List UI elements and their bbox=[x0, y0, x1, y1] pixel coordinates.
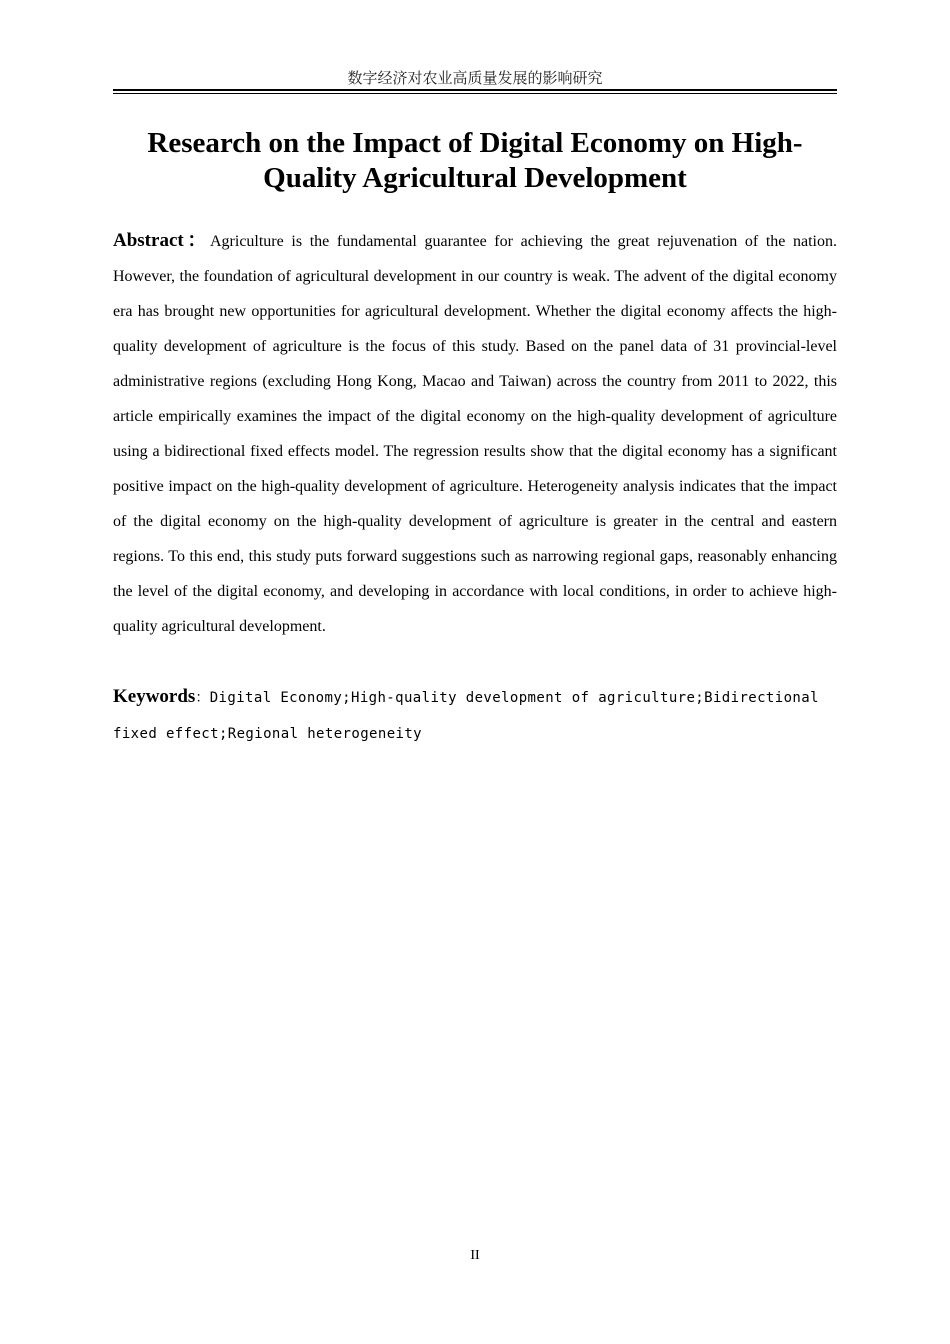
keywords-text: ：Digital Economy;High-quality development of agriculture;Bidirectional fixed effect;Regional heterogeneity bbox=[113, 690, 819, 742]
keywords-paragraph bbox=[113, 679, 837, 752]
page-number: II bbox=[470, 1248, 480, 1263]
abstract-label: Abstract： bbox=[113, 230, 210, 251]
running-header: 数字经济对农业高质量发展的影响研究 bbox=[347, 69, 603, 87]
keywords-label: Keywords bbox=[113, 686, 196, 707]
abstract-text: Agriculture is the fundamental guarantee for achieving the great rejuvenation of the nation. However, the foundation of agricultural development in our country is weak. The advent of the digital economy era has brought new opportunities for agricultural development. Whether the digital economy affects the high-quality development of agriculture is the focus of this study. Based on the panel data of 31 provincial-level administrative regions (excluding Hong Kong, Macao and Taiwan) across the country from 2011 to 2022, this article empirically examines the impact of the digital economy on the high-quality development of agriculture using a bidirectional fixed effects model. The regression results show that the digital economy has a significant positive impact on the high-quality development of agriculture. Heterogeneity analysis indicates that the impact of the digital economy on the high-quality development of agriculture is greater in the central and eastern regions. To this end, this study puts forward suggestions such as narrowing regional gaps, reasonably enhancing the level of the digital economy, and developing in accordance with local conditions, in order to achieve high-quality agricultural development. bbox=[113, 233, 837, 635]
header-rule-thick bbox=[113, 89, 837, 91]
paper-title: Research on the Impact of Digital Economy on High-Quality Agricultural Development bbox=[147, 127, 803, 194]
header-rule-thin bbox=[113, 93, 837, 94]
abstract-paragraph bbox=[113, 223, 837, 644]
